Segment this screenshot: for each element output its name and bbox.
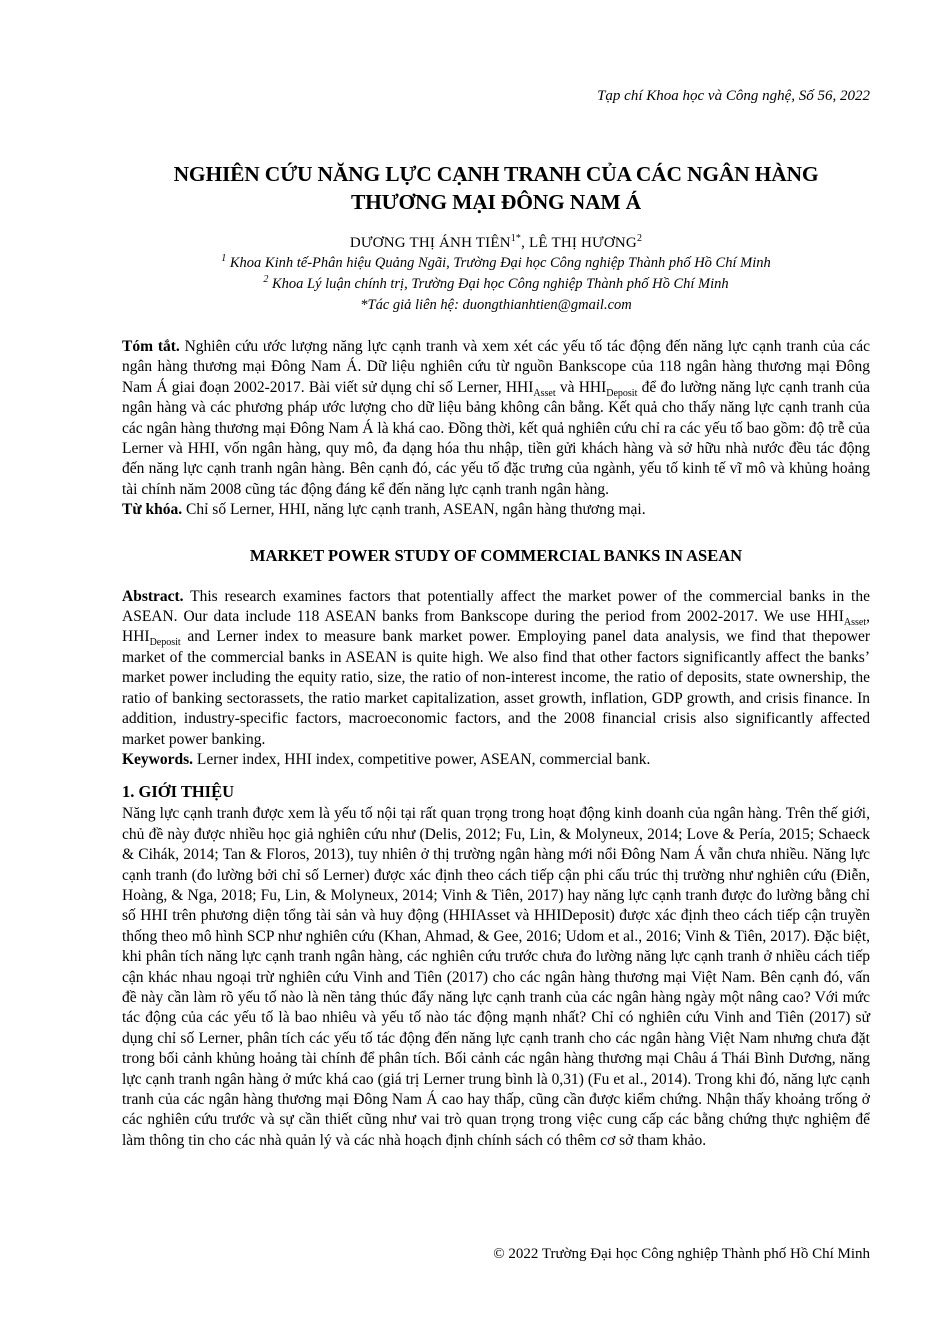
keywords-vi xyxy=(122,500,870,520)
affiliation-2 xyxy=(122,274,870,295)
keywords-vi-label: Từ khóa. xyxy=(122,501,183,519)
authors-line xyxy=(122,233,870,253)
affiliation-1 xyxy=(122,253,870,274)
corresponding-author-line: *Tác giả liên hệ: duongthianhtien@gmail.com xyxy=(360,297,632,313)
abstract-vi-subscript-deposit: Deposit xyxy=(606,387,638,399)
abstract-en xyxy=(122,587,870,750)
keywords-en-text: Lerner index, HHI index, competitive power, ASEAN, commercial bank. xyxy=(193,750,651,768)
keywords-en xyxy=(122,750,870,770)
abstract-en-subscript-deposit: Deposit xyxy=(149,637,181,649)
abstract-vi-subscript-asset: Asset xyxy=(533,387,556,399)
keywords-vi-text: Chỉ số Lerner, HHI, năng lực cạnh tranh, ASEAN, ngân hàng thương mại. xyxy=(182,501,646,519)
paper-title xyxy=(122,160,870,216)
abstract-vi-text-1: Nghiên cứu ước lượng năng lực cạnh tranh và xem xét các yếu tố tác động đến năng lực cạnh tranh của các ngân hàng thương mại Đông Nam Á. Dữ liệu nghiên cứu từ nguồn Bankscope của 118 ngân hàng thương mại Đông Nam Á giai đoạn 2002-2017. Bài viết sử dụng chỉ số Lerner, HHI xyxy=(122,338,870,396)
section-1-heading: 1. GIỚI THIỆU xyxy=(122,782,235,802)
abstract-en-subscript-asset: Asset xyxy=(843,617,867,629)
copyright-footer: © 2022 Trường Đại học Công nghiệp Thành phố Hồ Chí Minh xyxy=(493,1246,870,1262)
abstract-vi xyxy=(122,337,870,500)
journal-header: Tạp chí Khoa học và Công nghệ, Số 56, 2022 xyxy=(597,88,870,104)
author-1-name: DƯƠNG THỊ ÁNH TIÊN xyxy=(349,235,511,251)
section-1-paragraph: Năng lực cạnh tranh được xem là yếu tố nội tại rất quan trọng trong hoạt động kinh doanh của ngân hàng. Trên thế giới, chủ đề này được nhiều học giả nghiên cứu như (Delis, 2012; Fu, Lin, & Molyneux, 2014; Love & Pería, 2015; Schaeck & Cihák, 2014; Tan & Floros, 2013), tuy nhiên ở thị trường ngân hàng mới nổi Đông Nam Á vẫn chưa nhiều. Năng lực cạnh tranh (đo lường bởi chỉ số Lerner) được xác định theo cách tiếp cận phi cấu trúc thị trường như nghiên cứu (Điễn, Hoàng, & Nga, 2018; Fu, Lin, & Molyneux, 2014; Vinh & Tiên, 2017) hay năng lực cạnh tranh được đo lường bằng chỉ số HHI trên phương diện tổng tài sản và huy động (HHIAsset và HHIDeposit) được xác định theo cách tiếp cận truyền thống theo mô hình SCP như nghiên cứu (Khan, Ahmad, & Gee, 2016; Udom et al., 2016; Vinh & Tiên, 2017). Đặc biệt, khi phân tích năng lực cạnh tranh ngân hàng, các nghiên cứu trước chưa đo lường năng lực cạnh tranh ở nhiều cách tiếp cận khác nhau ngoại trừ nghiên cứu Vinh and Tiên (2017) cho các ngân hàng thương mại Việt Nam. Bên cạnh đó, vấn đề này cần làm rõ yếu tố nào là nền tảng thúc đẩy năng lực cạnh tranh của các ngân hàng ngày một nâng cao? Với mức tác động của các yếu tố là bao nhiêu và yếu tố nào tác động mạnh nhất? Chỉ có nghiên cứu Vinh and Tiên (2017) sử dụng chỉ số Lerner, phân tích các yếu tố tác động đến năng lực cạnh tranh cho các ngân hàng Việt Nam nhưng chưa đặt trong bối cảnh khủng hoảng tài chính để phân tích. Bối cảnh các ngân hàng thương mại Châu á Thái Bình Dương, năng lực cạnh tranh ngân hàng ở mức khá cao (giá trị Lerner trung bình là 0,31) (Fu et al., 2014). Trong khi đó, năng lực cạnh tranh của các ngân hàng thương mại Đông Nam Á cao hay thấp, cũng cần được kiểm chứng. Nhận thấy khoảng trống ở các nghiên cứu trước và sự cần thiết cũng như vai trò quan trọng trong việc cung cấp các bằng chứng thực nghiệm để làm thông tin cho các nhà quản lý và các nhà hoạch định chính sách có thêm cơ sở tham khảo. xyxy=(122,805,870,1149)
affiliation-1-marker: 1 xyxy=(221,253,227,265)
abstract-en-text-3: and Lerner index to measure bank market power. Employing panel data analysis, we find that thepower market of the commercial banks in ASEAN is quite high. We also find that other factors significantly affect the banks’ market power including the equity ratio, size, the ratio of non-interest income, the ratio of deposits, state ownership, the ratio of banking sectorassets, the ratio market capitalization, asset growth, inflation, GDP growth, and crisis finance. In addition, industry-specific factors, macroeconomic factors, and the 2008 financial crisis also significantly affected market power banking. xyxy=(122,628,870,748)
abstract-en-text-1: This research examines factors that potentially affect the market power of the commercial banks in the ASEAN. Our data include 118 ASEAN banks from Bankscope during the period from 2002-2017. We use HHI xyxy=(122,587,870,626)
abstract-vi-label: Tóm tắt. xyxy=(122,338,180,355)
author-1-superscript: 1* xyxy=(510,233,522,244)
abstract-en-label: Abstract. xyxy=(122,587,184,605)
affiliation-1-text: Khoa Kinh tế-Phân hiệu Quảng Ngãi, Trường Đại học Công nghiệp Thành phố Hồ Chí Minh xyxy=(226,255,771,271)
authors-separator: , xyxy=(521,235,530,251)
abstract-vi-text-2: và HHI xyxy=(555,378,607,396)
affiliation-2-marker: 2 xyxy=(263,274,269,286)
paper-title-line2: THƯƠNG MẠI ĐÔNG NAM Á xyxy=(350,190,641,214)
abstract-en-text-2: , HHI xyxy=(122,608,870,646)
abstract-vi-text-3: để đo lường năng lực cạnh tranh của ngân hàng và các phương pháp ước lượng cho dữ liệu bảng không cân bằng. Kết quả cho thấy năng lực cạnh tranh của các ngân hàng thương mại Đông Nam Á là khá cao. Đồng thời, kết quả nghiên cứu chỉ ra các yếu tố bao gồm: độ trễ của Lerner và HHI, vốn ngân hàng, quy mô, đa dạng hóa thu nhập, tiền gửi khách hàng và sở hữu nhà nước đều tác động đến năng lực cạnh tranh ngân hàng. Bên cạnh đó, các yếu tố đặc trưng của ngành, yếu tố kinh tế vĩ mô và khủng hoảng tài chính năm 2008 cũng tác động đáng kể đến năng lực cạnh tranh ngân hàng. xyxy=(122,378,870,498)
keywords-en-label: Keywords. xyxy=(122,750,194,768)
affiliation-2-text: Khoa Lý luận chính trị, Trường Đại học Công nghiệp Thành phố Hồ Chí Minh xyxy=(268,276,729,292)
author-2-superscript: 2 xyxy=(636,233,643,244)
paper-title-line1: NGHIÊN CỨU NĂNG LỰC CẠNH TRANH CỦA CÁC NGÂN HÀNG xyxy=(173,162,819,186)
author-2-name: LÊ THỊ HƯƠNG xyxy=(529,235,637,251)
english-title: MARKET POWER STUDY OF COMMERCIAL BANKS IN ASEAN xyxy=(249,545,743,565)
